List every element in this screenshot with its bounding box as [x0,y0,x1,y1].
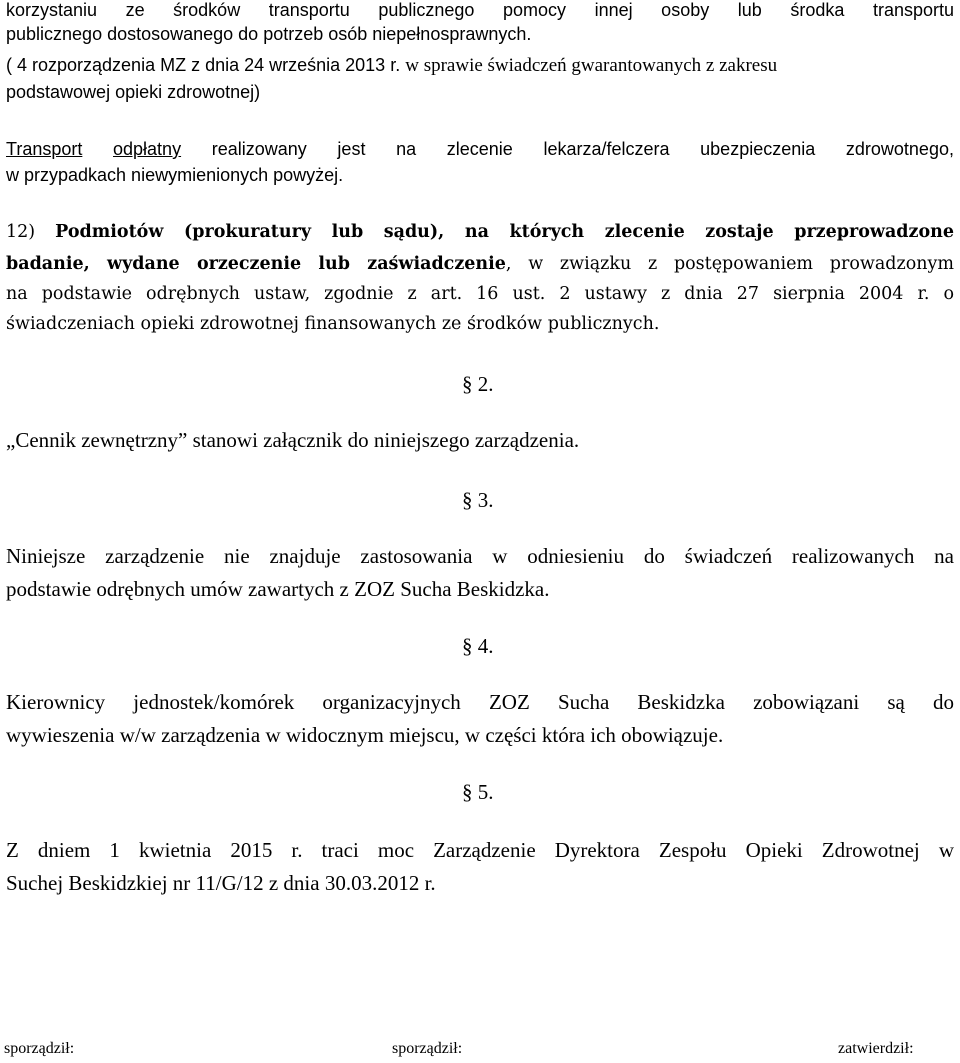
underlined-word: odpłatny [113,139,182,159]
text-segment: ( 4 rozporządzenia MZ z dnia 24 września 2013 r. [6,55,401,75]
signature-label-prepared-2: sporządził: [392,1040,463,1057]
signature-label-prepared-1: sporządził: [4,1040,75,1057]
item-12-line: na podstawie odrębnych ustaw, zgodnie z art. 16 ust. 2 ustawy z dnia 27 sierpnia 2004 r. o [6,284,954,304]
text-line: Suchej Beskidzkiej nr 11/G/12 z dnia 30.03.2012 r. [6,871,436,895]
text-line: Z dniem 1 kwietnia 2015 r. traci moc Zarządzenie Dyrektora Zespołu Opieki Zdrowotnej w [6,838,954,862]
item-12-line: świadczeniach opieki zdrowotnej finansowanych ze środków publicznych. [6,314,660,334]
underlined-word: Transport [6,139,83,159]
item-number: 12) [6,222,36,242]
text-segment: , w związku z postępowaniem prowadzonym [505,254,954,274]
text-line: publicznego dostosowanego do potrzeb osób niepełnosprawnych. [6,24,532,44]
text-line: w przypadkach niewymienionych powyżej. [6,165,344,185]
section-heading: § 3. [462,488,494,512]
section-heading: § 5. [462,780,494,804]
text-line: Niniejsze zarządzenie nie znajduje zastosowania w odniesieniu do świadczeń realizowanych na [6,544,954,568]
text-line: wywieszenia w/w zarządzenia w widocznym miejscu, w części która ich obowiązuje. [6,723,724,747]
text-line: Kierownicy jednostek/komórek organizacyjnych ZOZ Sucha Beskidzka zobowiązani są do [6,690,954,714]
bold-text: badanie, wydane orzeczenie lub zaświadczenie [6,254,506,274]
section-heading: § 4. [462,634,494,658]
text-line: korzystaniu ze środków transportu publicznego pomocy innej osoby lub środka transportu [6,0,954,20]
text-line: podstawowej opieki zdrowotnej) [6,82,261,102]
bold-text: Podmiotów (prokuratury lub sądu), na których zlecenie zostaje przeprowadzone [55,222,954,242]
text-segment: realizowany jest na zlecenie lekarza/felczera ubezpieczenia zdrowotnego, [211,139,954,159]
text-line [6,55,777,77]
text-line: „Cennik zewnętrzny” stanowi załącznik do niniejszego zarządzenia. [6,428,580,452]
section-heading: § 2. [462,372,494,396]
text-line [6,139,954,160]
text-line: podstawie odrębnych umów zawartych z ZOZ Sucha Beskidzka. [6,577,550,601]
item-12-line [6,254,954,274]
item-12-line [6,222,954,242]
signature-label-approved: zatwierdził: [838,1040,914,1057]
text-segment: w sprawie świadczeń gwarantowanych z zakresu [405,55,778,76]
